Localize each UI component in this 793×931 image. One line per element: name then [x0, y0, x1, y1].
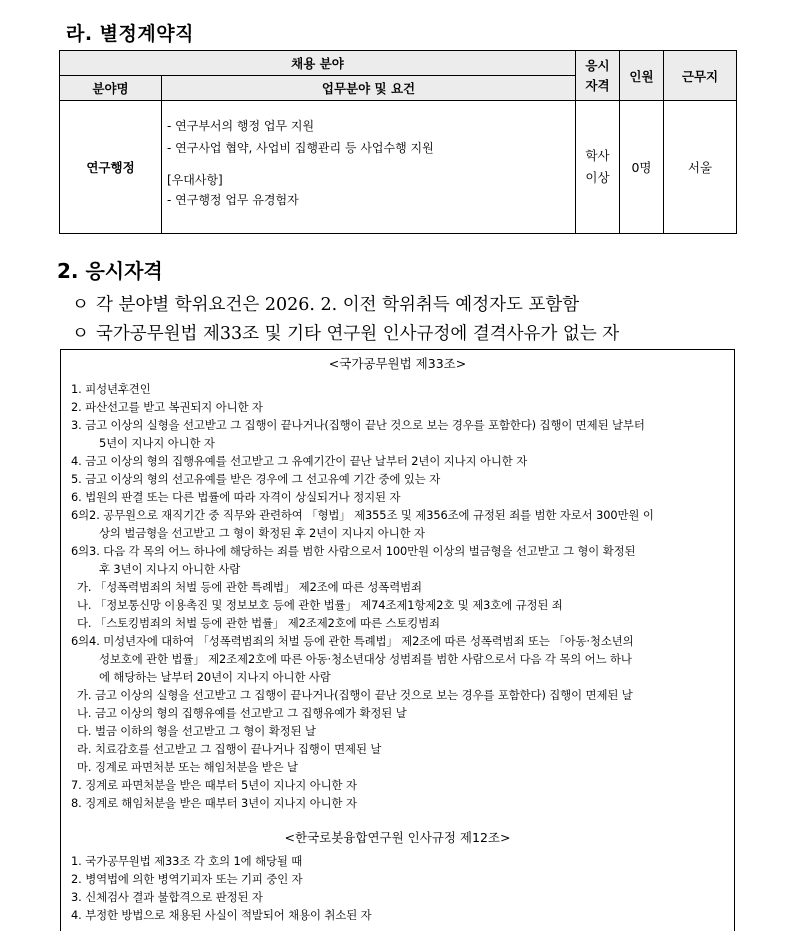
duty-line: - 연구부서의 행정 업무 지원 [167, 119, 315, 133]
law-line: 5. 금고 이상의 형의 선고유예를 받은 경우에 그 선고유예 기간 중에 있는 자 [71, 472, 441, 486]
header-duty: 업무분야 및 요건 [162, 76, 576, 101]
law-line: 6의4. 미성년자에 대하여 「성폭력범죄의 처벌 등에 관한 특례법」 제2조에 따른 성폭력범죄 또는 「아동·청소년의 [71, 634, 634, 648]
law-line: 6의3. 다음 각 목의 어느 하나에 해당하는 죄를 범한 사람으로서 100만원 이상의 벌금형을 선고받고 그 형이 확정된 [71, 544, 636, 558]
law-line: 나. 「정보통신망 이용촉진 및 정보보호 등에 관한 법률」 제74조제1항제2호 및 제3호에 규정된 죄 [77, 598, 563, 612]
job-qualification: 학사 이상 [576, 101, 620, 234]
bullet-mark: ㅇ [72, 295, 89, 315]
law-line: 라. 치료감호를 선고받고 그 집행이 끝나거나 집행이 면제된 날 [77, 742, 382, 756]
eligibility-bullet: ㅇ 각 분야별 학위요건은 2026. 2. 이전 학위취득 예정자도 포함함 [72, 291, 579, 316]
header-qualification: 응시 자격 [576, 51, 620, 101]
law-line: 에 해당하는 날부터 20년이 지나지 아니한 사람 [99, 670, 331, 684]
duty-line: [우대사항] [167, 173, 223, 187]
law-line: 1. 피성년후견인 [71, 382, 151, 396]
law-line: 마. 징계로 파면처분 또는 해임처분을 받은 날 [77, 760, 298, 774]
law-line: 가. 「성폭력범죄의 처벌 등에 관한 특례법」 제2조에 따른 성폭력범죄 [77, 580, 422, 594]
law-line: 4. 금고 이상의 형의 집행유예를 선고받고 그 유예기간이 끝난 날부터 2년이 지나지 아니한 자 [71, 454, 528, 468]
header-location: 근무지 [664, 51, 737, 101]
job-duty [162, 101, 576, 234]
law-line: 8. 징계로 해임처분을 받은 때부터 3년이 지나지 아니한 자 [71, 796, 357, 810]
job-location: 서울 [664, 101, 737, 234]
law-line: 다. 「스토킹범죄의 처벌 등에 관한 법률」 제2조제2호에 따른 스토킹범죄 [77, 616, 440, 630]
law-line: 후 3년이 지나지 아니한 사람 [99, 562, 241, 576]
law-line: 6. 법원의 판결 또는 다른 법률에 따라 자격이 상실되거나 정지된 자 [71, 490, 401, 504]
duty-line: - 연구행정 업무 유경험자 [167, 193, 299, 207]
law-line: 상의 벌금형을 선고받고 그 형이 확정된 후 2년이 지나지 아니한 자 [99, 526, 425, 540]
law-line: 2. 파산선고를 받고 복권되지 아니한 자 [71, 400, 263, 414]
law-line: 다. 벌금 이하의 형을 선고받고 그 형이 확정된 날 [77, 724, 316, 738]
law-line: 1. 국가공무원법 제33조 각 호의 1에 해당될 때 [71, 854, 303, 868]
law-line: 2. 병역법에 의한 병역기피자 또는 기피 중인 자 [71, 872, 303, 886]
law-line: 성보호에 관한 법률」 제2조제2호에 따른 아동·청소년대상 성범죄를 범한 사람으로서 다음 각 목의 어느 하나 [99, 652, 632, 666]
law-line: 3. 신체검사 결과 불합격으로 판정된 자 [71, 890, 263, 904]
law-line: 나. 금고 이상의 형의 집행유예를 선고받고 그 집행유예가 확정된 날 [77, 706, 407, 720]
law-line: 7. 징계로 파면처분을 받은 때부터 5년이 지나지 아니한 자 [71, 778, 357, 792]
law-line: 4. 부정한 방법으로 채용된 사실이 적발되어 채용이 취소된 자 [71, 908, 372, 922]
regulation-title: <한국로봇융합연구원 인사규정 제12조> [284, 830, 511, 845]
eligibility-bullet: ㅇ 국가공무원법 제33조 및 기타 연구원 인사규정에 결격사유가 없는 자 [72, 320, 619, 345]
law-line: 5년이 지나지 아니한 자 [99, 436, 215, 450]
header-field: 채용 분야 [60, 51, 576, 76]
disqualification-box [60, 349, 735, 931]
job-table [59, 50, 737, 234]
eligibility-title: 2. 응시자격 [57, 259, 163, 283]
law-title: <국가공무원법 제33조> [328, 356, 467, 371]
duty-line: - 연구사업 협약, 사업비 집행관리 등 사업수행 지원 [167, 141, 434, 155]
header-headcount: 인원 [620, 51, 664, 101]
bullet-mark: ㅇ [72, 324, 89, 344]
table-row [60, 101, 737, 234]
header-name: 분야명 [60, 76, 162, 101]
job-name: 연구행정 [60, 101, 162, 234]
job-headcount: 0명 [620, 101, 664, 234]
law-line: 3. 금고 이상의 실형을 선고받고 그 집행이 끝나거나(집행이 끝난 것으로 보는 경우를 포함한다) 집행이 면제된 날부터 [71, 418, 645, 432]
section-title: 라. 별정계약직 [66, 23, 194, 45]
law-line: 가. 금고 이상의 실형을 선고받고 그 집행이 끝나거나(집행이 끝난 것으로 보는 경우를 포함한다) 집행이 면제된 날 [77, 688, 633, 702]
law-line: 6의2. 공무원으로 재직기간 중 직무와 관련하여 「형법」 제355조 및 제356조에 규정된 죄를 범한 자로서 300만원 이 [71, 508, 654, 522]
